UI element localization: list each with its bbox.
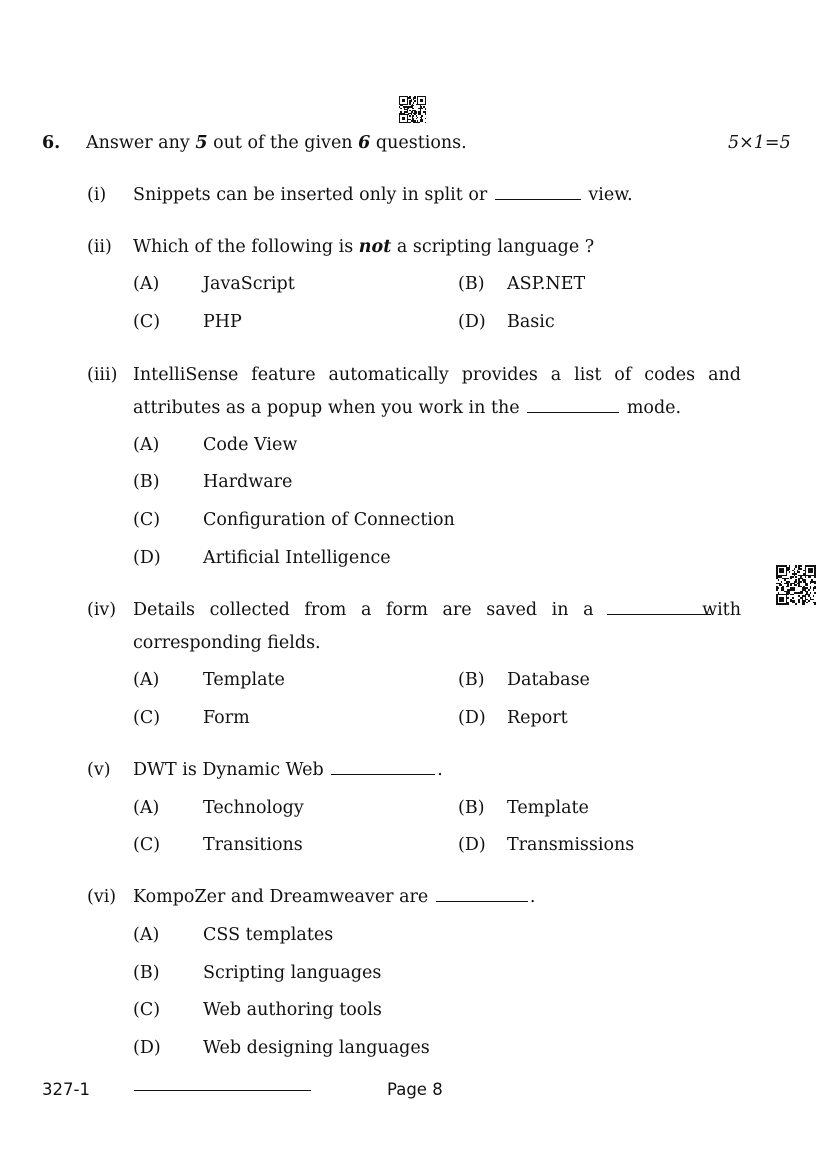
qr-module <box>814 603 816 605</box>
option-text: Hardware <box>203 472 293 492</box>
page-number: Page 8 <box>387 1080 443 1099</box>
question-number: 6. <box>42 133 61 153</box>
option-letter: (B) <box>133 472 160 492</box>
item-stem: Which of the following is not a scripting language ? <box>133 237 595 257</box>
option-text: Template <box>507 798 589 818</box>
option-letter: (C) <box>133 312 161 332</box>
item-number: (v) <box>87 760 111 780</box>
option-text: Basic <box>507 312 555 332</box>
option-text: PHP <box>203 312 242 332</box>
option-text: Form <box>203 708 250 728</box>
option-letter: (B) <box>133 963 160 983</box>
option-text: Transmissions <box>507 835 635 855</box>
option-text: Transitions <box>203 835 303 855</box>
option-text: ASP.NET <box>507 274 586 294</box>
option-text: Web designing languages <box>203 1038 430 1058</box>
question-instruction: Answer any 5 out of the given 6 questions. <box>86 133 467 153</box>
option-letter: (A) <box>133 670 160 690</box>
option-letter: (A) <box>133 925 160 945</box>
option-letter: (B) <box>458 274 485 294</box>
option-letter: (D) <box>458 835 486 855</box>
option-letter: (A) <box>133 274 160 294</box>
option-text: Code View <box>203 435 298 455</box>
item-number: (iv) <box>87 600 117 620</box>
option-letter: (D) <box>133 1038 161 1058</box>
item-stem: Snippets can be inserted only in split or view. <box>133 185 633 205</box>
option-text: Configuration of Connection <box>203 510 455 530</box>
option-text: CSS templates <box>203 925 334 945</box>
question-marks: 5×1=5 <box>728 133 791 153</box>
option-letter: (C) <box>133 510 161 530</box>
footer-divider <box>134 1090 311 1091</box>
option-letter: (D) <box>133 548 161 568</box>
item-number: (iii) <box>87 365 118 385</box>
item-number: (ii) <box>87 237 112 257</box>
option-letter: (B) <box>458 670 485 690</box>
item-stem-line: IntelliSense feature automatically provides a list of codes and <box>133 365 741 385</box>
qr-module <box>425 122 426 123</box>
option-letter: (A) <box>133 435 160 455</box>
option-letter: (C) <box>133 1000 161 1020</box>
item-stem-line: Details collected from a form are saved in a with <box>133 600 741 620</box>
option-text: JavaScript <box>203 274 295 294</box>
item-stem-line: attributes as a popup when you work in the mode. <box>133 398 682 418</box>
option-text: Template <box>203 670 285 690</box>
option-letter: (C) <box>133 835 161 855</box>
item-stem: KompoZer and Dreamweaver are . <box>133 887 536 907</box>
option-text: Technology <box>203 798 304 818</box>
item-number: (vi) <box>87 887 117 907</box>
paper-code: 327-1 <box>42 1080 90 1099</box>
qr-code-top <box>399 96 426 123</box>
option-text: Report <box>507 708 568 728</box>
item-stem: DWT is Dynamic Web . <box>133 760 443 780</box>
item-stem-line: corresponding fields. <box>133 633 321 653</box>
qr-code-side <box>776 565 816 605</box>
item-number: (i) <box>87 185 107 205</box>
option-letter: (D) <box>458 708 486 728</box>
option-letter: (B) <box>458 798 485 818</box>
option-text: Web authoring tools <box>203 1000 382 1020</box>
option-text: Scripting languages <box>203 963 382 983</box>
option-text: Database <box>507 670 590 690</box>
option-letter: (D) <box>458 312 486 332</box>
option-letter: (A) <box>133 798 160 818</box>
option-text: Artificial Intelligence <box>203 548 391 568</box>
option-letter: (C) <box>133 708 161 728</box>
